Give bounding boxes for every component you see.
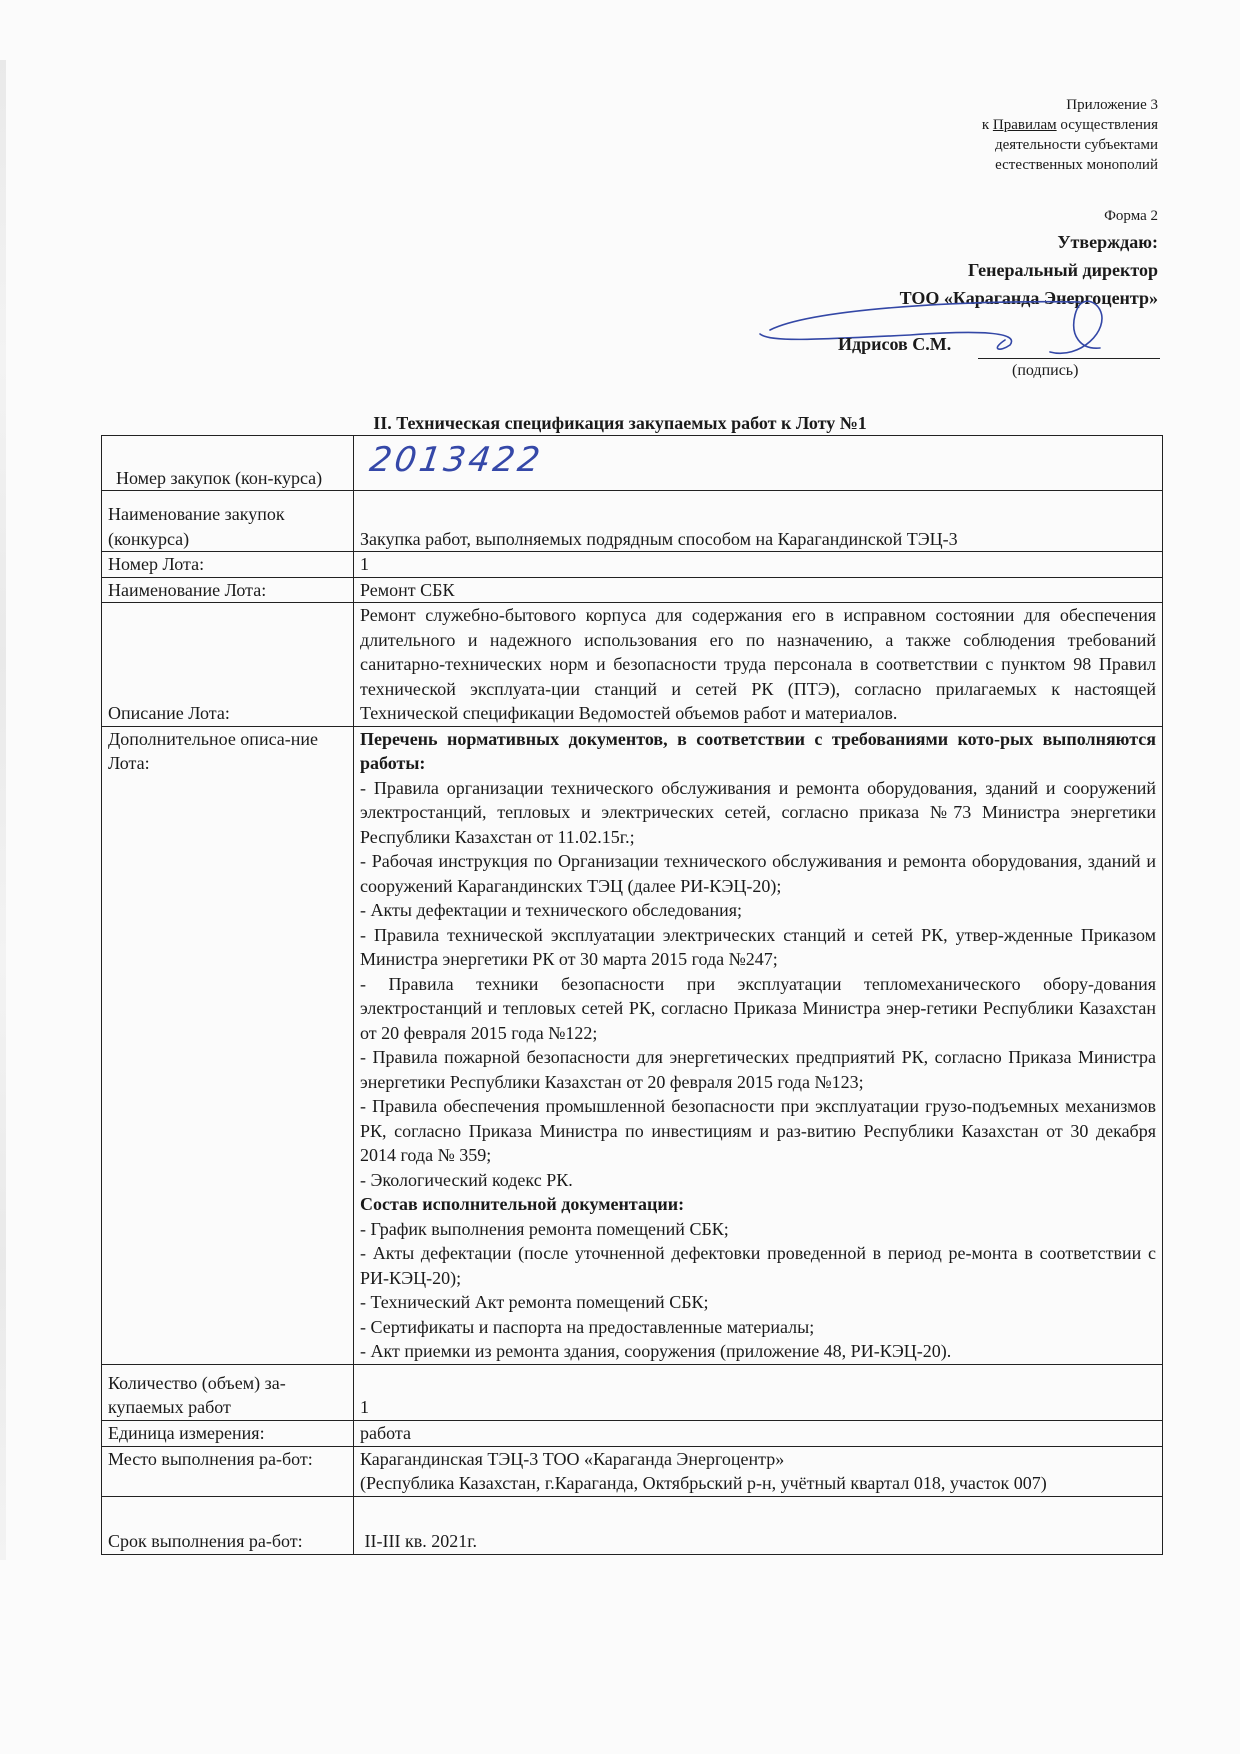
normative-doc-item: - Экологический кодекс РК. — [360, 1169, 573, 1190]
approval-word: Утверждаю: — [1057, 232, 1158, 252]
table-row — [102, 726, 1163, 1364]
specification-table — [101, 435, 1163, 1555]
table-row — [102, 1364, 1163, 1420]
normative-docs-heading: Перечень нормативных документов, в соответствии с требованиями кото-рых выполняются работы: — [360, 728, 1156, 773]
appendix-line: естественных монополий — [995, 157, 1158, 173]
appendix-prefix: к — [981, 117, 993, 133]
value-procurement-number — [354, 436, 1163, 491]
signatory-name: Идрисов С.М. — [838, 334, 952, 354]
normative-doc-item: - Правила организации технического обслуживания и ремонта оборудования, зданий и сооружений электростанций, тепловых и электрических сетей, согласно приказа №73 Министра энергетики Республики Казахстан от 11.02.15г.; — [360, 777, 1156, 847]
exec-doc-item: - Технический Акт ремонта помещений СБК; — [360, 1292, 709, 1312]
label-quantity: Количество (объем) за-купаемых работ — [102, 1364, 354, 1420]
signature-line — [978, 358, 1160, 359]
value-quantity: 1 — [354, 1364, 1163, 1420]
label-term: Срок выполнения ра-бот: — [102, 1496, 354, 1554]
form-number: Форма 2 — [1104, 208, 1158, 224]
table-row — [102, 577, 1163, 603]
handwritten-number: 2013422 — [367, 440, 546, 481]
document-title: II. Техническая спецификация закупаемых работ к Лоту №1 — [373, 413, 867, 433]
rules-link[interactable]: Правилам — [992, 117, 1057, 133]
scan-edge — [0, 60, 6, 1560]
exec-doc-item: - Сертификаты и паспорта на предоставленные материалы; — [360, 1316, 815, 1337]
label-lot-number: Номер Лота: — [102, 552, 354, 578]
label-unit: Единица измерения: — [102, 1420, 354, 1446]
value-lot-name: Ремонт СБК — [354, 577, 1163, 603]
exec-doc-item: - График выполнения ремонта помещений СБК; — [360, 1218, 729, 1239]
label-additional-description: Дополнительное описа-ние Лота: — [102, 726, 354, 1364]
table-row — [102, 436, 1163, 491]
label-procurement-name: Наименование закупок (конкурса) — [102, 491, 354, 552]
appendix-line: Приложение 3 — [1066, 97, 1158, 113]
value-lot-description: Ремонт служебно-бытового корпуса для содержания его в исправном состоянии для обеспечения длительного и надежного использования его по назначению, а также соблюдения требований санитарно-технических норм и безопасности труда персонала в соответствии с пунктом 98 Правил технической эксплуата-ции станций и сетей РК (ПТЭ), согласно прилагаемых к настоящей Технической спецификации Ведомостей объемов работ и материалов. — [354, 603, 1163, 727]
approval-company: ТОО «Караганда Энергоцентр» — [899, 288, 1158, 308]
label-procurement-number: Номер закупок (кон-курса) — [102, 436, 354, 491]
normative-doc-item: - Правила техники безопасности при эксплуатации тепломеханического обору-дования электростанций и тепловых сетей РК, согласно Приказа Министра энер-гетики Республики Казахстан от 20 февраля 2015 года №122; — [360, 973, 1156, 1043]
table-row — [102, 1420, 1163, 1446]
appendix-line: деятельности субъектами — [994, 137, 1158, 153]
table-row — [102, 1446, 1163, 1496]
value-lot-number: 1 — [354, 552, 1163, 578]
table-row — [102, 1496, 1163, 1554]
place-line: (Республика Казахстан, г.Караганда, Октябрьский р-н, учётный квартал 018, участок 007) — [360, 1473, 1047, 1493]
table-row — [102, 491, 1163, 552]
normative-doc-item: - Правила обеспечения промышленной безопасности при эксплуатации грузо-подъемных механизмов РК, согласно Приказа Министра по инвестициям и раз-витию Республики Казахстан от 30 декабря 2014 года № 359; — [360, 1096, 1156, 1165]
value-term: II-III кв. 2021г. — [354, 1496, 1163, 1554]
appendix-header — [982, 95, 1158, 175]
normative-doc-item: - Правила технической эксплуатации электрических станций и сетей РК, утвер-жденные Приказом Министра энергетики РК от 30 марта 2015 года №247; — [360, 924, 1156, 969]
value-additional-description — [354, 726, 1163, 1364]
place-line: Карагандинская ТЭЦ-3 ТОО «Караганда Энергоцентр» — [360, 1448, 785, 1469]
appendix-suffix: осуществления — [1056, 117, 1158, 133]
normative-doc-item: - Акты дефектации и технического обследования; — [360, 900, 743, 920]
exec-doc-item: - Акт приемки из ремонта здания, сооружения (приложение 48, РИ-КЭЦ-20). — [360, 1341, 952, 1361]
exec-docs-heading: Состав исполнительной документации: — [360, 1194, 685, 1214]
normative-doc-item: - Правила пожарной безопасности для энергетических предприятий РК, согласно Приказа Министра энергетики Республики Казахстан от 20 февраля 2015 года №123; — [360, 1047, 1156, 1092]
value-place — [354, 1446, 1163, 1496]
exec-doc-item: - Акты дефектации (после уточненной дефектовки проведенной в период ре-монта в соответствии с РИ-КЭЦ-20); — [360, 1243, 1156, 1288]
label-lot-name: Наименование Лота: — [102, 577, 354, 603]
signature-caption: (подпись) — [1012, 362, 1079, 379]
appendix-line — [982, 115, 1158, 135]
table-row — [102, 552, 1163, 578]
value-procurement-name: Закупка работ, выполняемых подрядным способом на Карагандинской ТЭЦ-3 — [354, 491, 1163, 552]
normative-doc-item: - Рабочая инструкция по Организации технического обслуживания и ремонта оборудования, зданий и сооружений Карагандинских ТЭЦ (далее РИ-КЭЦ-20); — [360, 851, 1156, 896]
approval-position: Генеральный директор — [968, 260, 1158, 280]
table-row — [102, 603, 1163, 727]
label-place: Место выполнения ра-бот: — [102, 1446, 354, 1496]
value-unit: работа — [354, 1420, 1163, 1446]
label-lot-description: Описание Лота: — [102, 603, 354, 727]
